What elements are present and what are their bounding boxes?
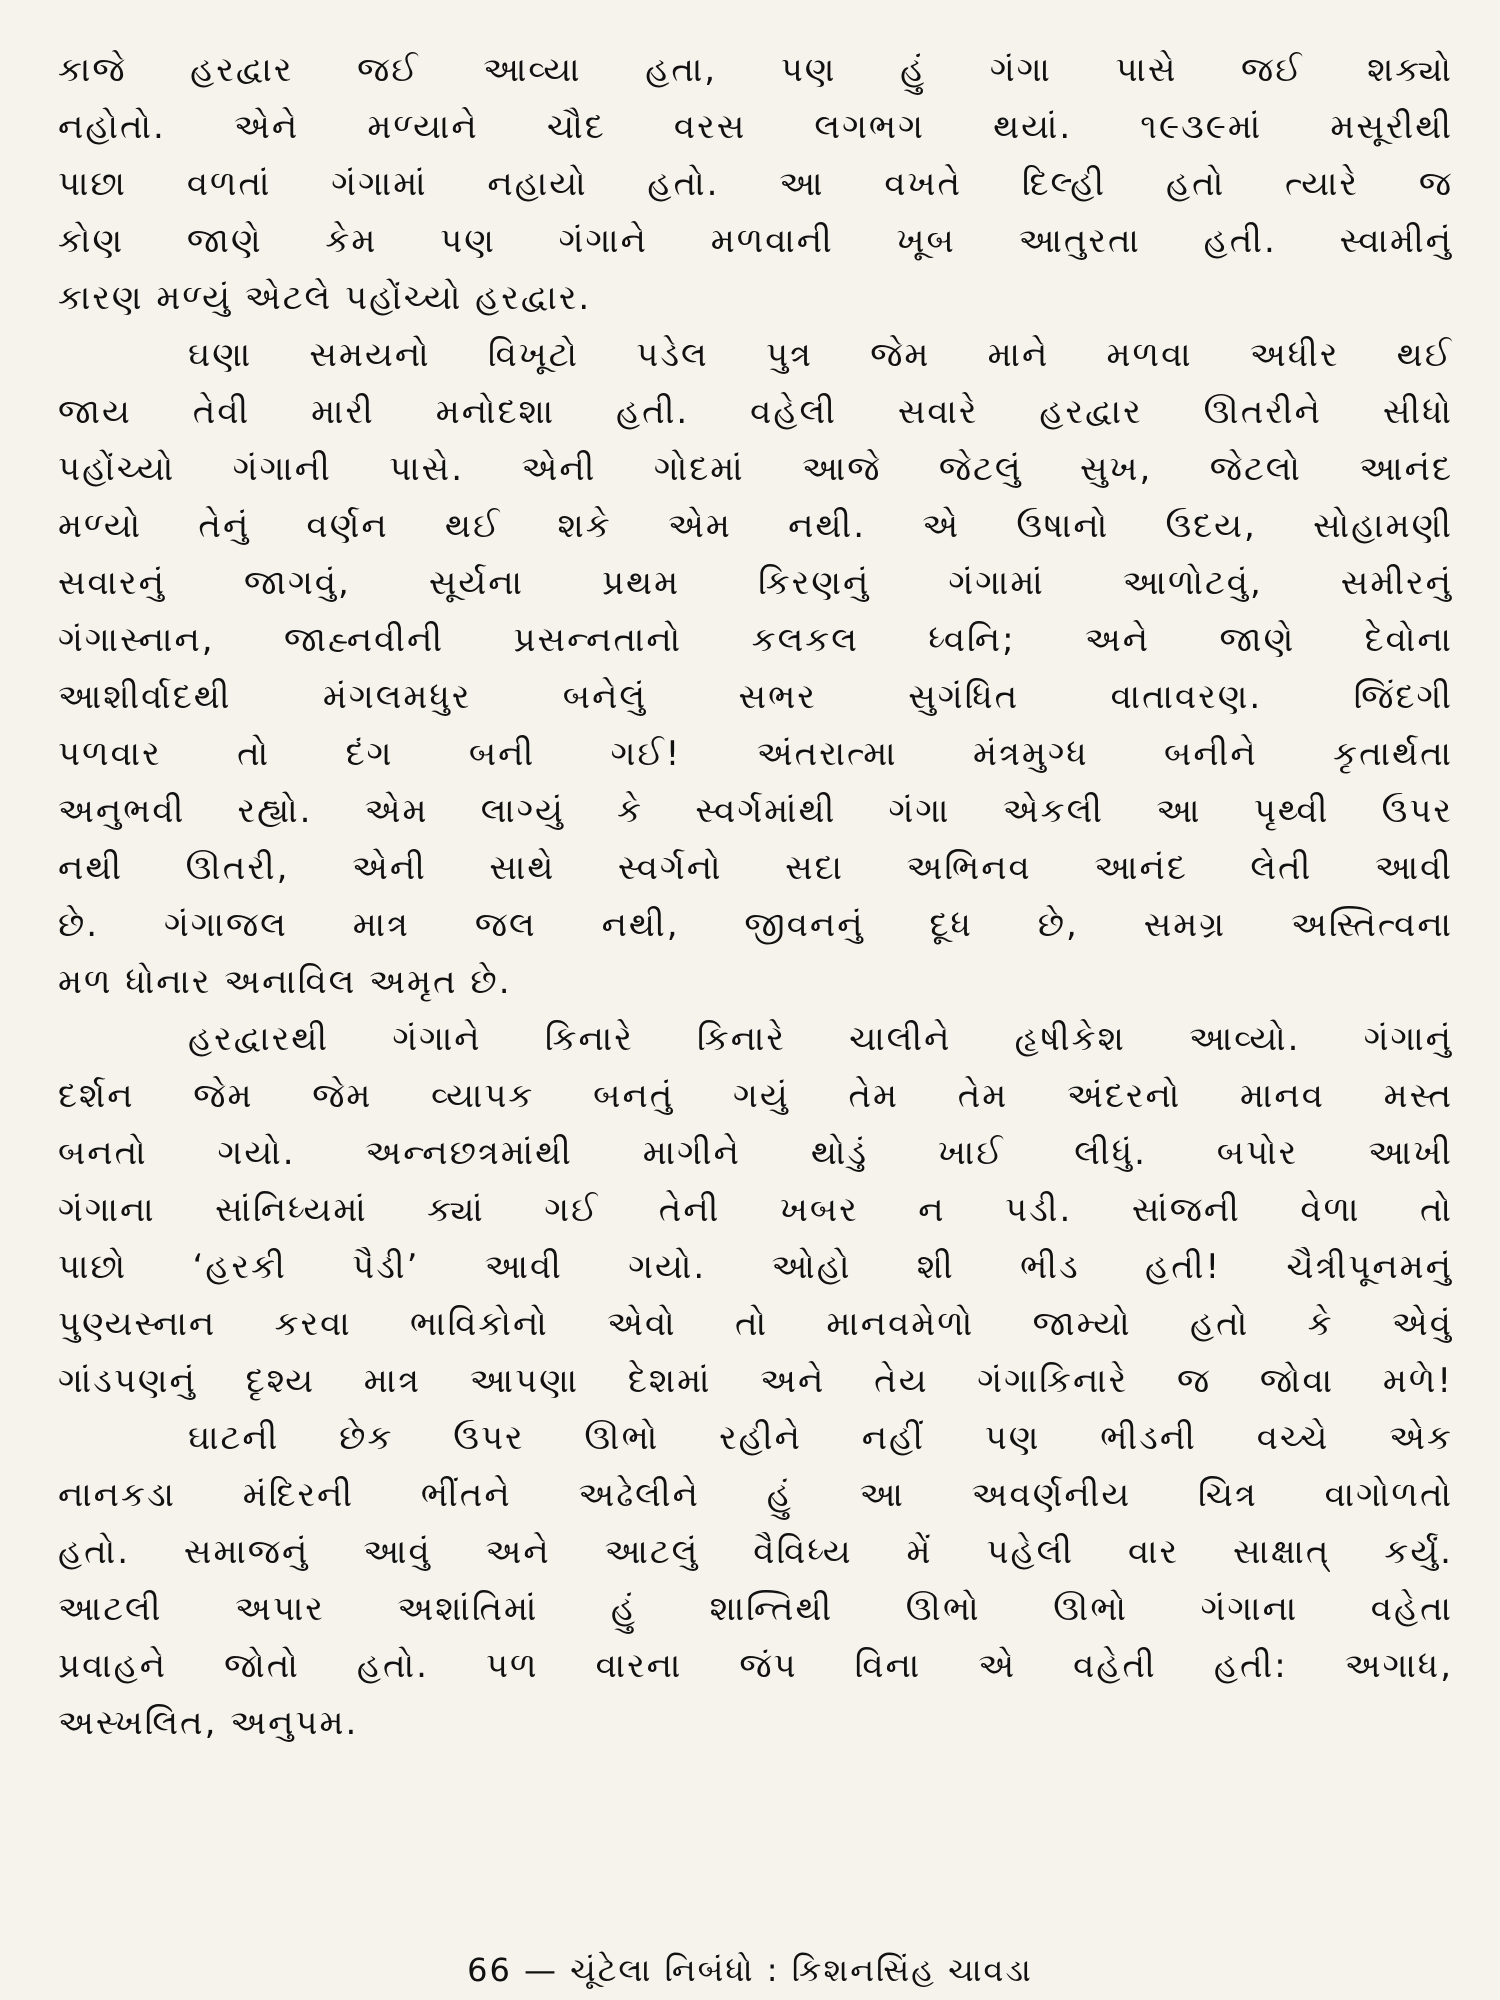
text-line: દર્શન જેમ જેમ વ્યાપક બનતું ગયું તેમ તેમ અંદરનો માનવ મસ્ત [58, 1076, 1453, 1116]
essay-text [58, 42, 1453, 1752]
text-line: આશીર્વાદથી મંગલમધુર બનેલું સભર સુગંધિત વાતાવરણ. જિંદગી [58, 677, 1453, 717]
paragraph-start-line: ઘાટની છેક ઉપર ઊભો રહીને નહીં પણ ભીડની વચ્ચે એક [188, 1418, 1453, 1458]
text-line: ગંગાસ્નાન, જાહ્નવીની પ્રસન્નતાનો કલકલ ધ્વનિ; અને જાણે દેવોના [58, 620, 1453, 660]
text-line: જાય તેવી મારી મનોદશા હતી. વહેલી સવારે હરદ્વાર ઊતરીને સીધો [58, 392, 1453, 432]
text-line: પળવાર તો દંગ બની ગઈ! અંતરાત્મા મંત્રમુગ્ધ બનીને કૃતાર્થતા [58, 734, 1453, 774]
text-line: પાછા વળતાં ગંગામાં નહાયો હતો. આ વખતે દિલ્હી હતો ત્યારે જ [58, 164, 1453, 204]
text-line: કોણ જાણે કેમ પણ ગંગાને મળવાની ખૂબ આતુરતા હતી. સ્વામીનું [58, 221, 1453, 261]
paragraph-start-line: હરદ્વારથી ગંગાને કિનારે કિનારે ચાલીને હૃષીકેશ આવ્યો. ગંગાનું [188, 1019, 1453, 1059]
page-footer: 66 — ચૂંટેલા નિબંધો : કિશનસિંહ ચાવડા [467, 1951, 1033, 1989]
text-line: ગાંડપણનું દૃશ્ય માત્ર આપણા દેશમાં અને તેય ગંગાકિનારે જ જોવા મળે! [58, 1361, 1453, 1401]
text-line: નહોતો. એને મળ્યાને ચૌદ વરસ લગભગ થયાં. ૧૯૩૯માં મસૂરીથી [58, 107, 1453, 147]
text-line: પહોંચ્યો ગંગાની પાસે. એની ગોદમાં આજે જેટલું સુખ, જેટલો આનંદ [58, 449, 1453, 489]
text-line: મળ ધોનાર અનાવિલ અમૃત છે. [58, 962, 512, 1002]
text-line: કાજે હરદ્વાર જઈ આવ્યા હતા, પણ હું ગંગા પાસે જઈ શક્યો [58, 50, 1453, 90]
text-line: આટલી અપાર અશાંતિમાં હું શાન્તિથી ઊભો ઊભો ગંગાના વહેતા [58, 1589, 1453, 1629]
text-line: કારણ મળ્યું એટલે પહોંચ્યો હરદ્વાર. [58, 278, 592, 318]
text-line: પ્રવાહને જોતો હતો. પળ વારના જંપ વિના એ વહેતી હતી: અગાધ, [58, 1646, 1453, 1686]
text-line: નથી ઊતરી, એની સાથે સ્વર્ગનો સદા અભિનવ આનંદ લેતી આવી [58, 848, 1453, 888]
text-line: બનતો ગયો. અન્નછત્રમાંથી માગીને થોડું ખાઈ લીધું. બપોર આખી [58, 1133, 1453, 1173]
text-line: અસ્ખલિત, અનુપમ. [58, 1703, 359, 1743]
text-line: અનુભવી રહ્યો. એમ લાગ્યું કે સ્વર્ગમાંથી ગંગા એકલી આ પૃથ્વી ઉપર [58, 791, 1453, 831]
paragraph-start-line: ઘણા સમયનો વિખૂટો પડેલ પુત્ર જેમ માને મળવા અધીર થઈ [188, 335, 1453, 375]
text-line: નાનકડા મંદિરની ભીંતને અઢેલીને હું આ અવર્ણનીય ચિત્ર વાગોળતો [58, 1475, 1453, 1515]
text-line: હતો. સમાજનું આવું અને આટલું વૈવિધ્ય મેં પહેલી વાર સાક્ષાત્ કર્યું. [58, 1532, 1453, 1572]
text-line: સવારનું જાગવું, સૂર્યના પ્રથમ કિરણનું ગંગામાં આળોટવું, સમીરનું [58, 563, 1453, 603]
text-line: છે. ગંગાજલ માત્ર જલ નથી, જીવનનું દૂધ છે, સમગ્ર અસ્તિત્વના [58, 905, 1453, 945]
text-line: પુણ્યસ્નાન કરવા ભાવિકોનો એવો તો માનવમેળો જામ્યો હતો કે એવું [58, 1304, 1453, 1344]
text-line: પાછો ‘હરકી પૈડી’ આવી ગયો. ઓહો શી ભીડ હતી! ચૈત્રીપૂનમનું [58, 1247, 1453, 1287]
text-line: ગંગાના સાંનિધ્યમાં ક્યાં ગઈ તેની ખબર ન પડી. સાંજની વેળા તો [58, 1190, 1453, 1230]
text-line: મળ્યો તેનું વર્ણન થઈ શકે એમ નથી. એ ઉષાનો ઉદય, સોહામણી [58, 506, 1453, 546]
